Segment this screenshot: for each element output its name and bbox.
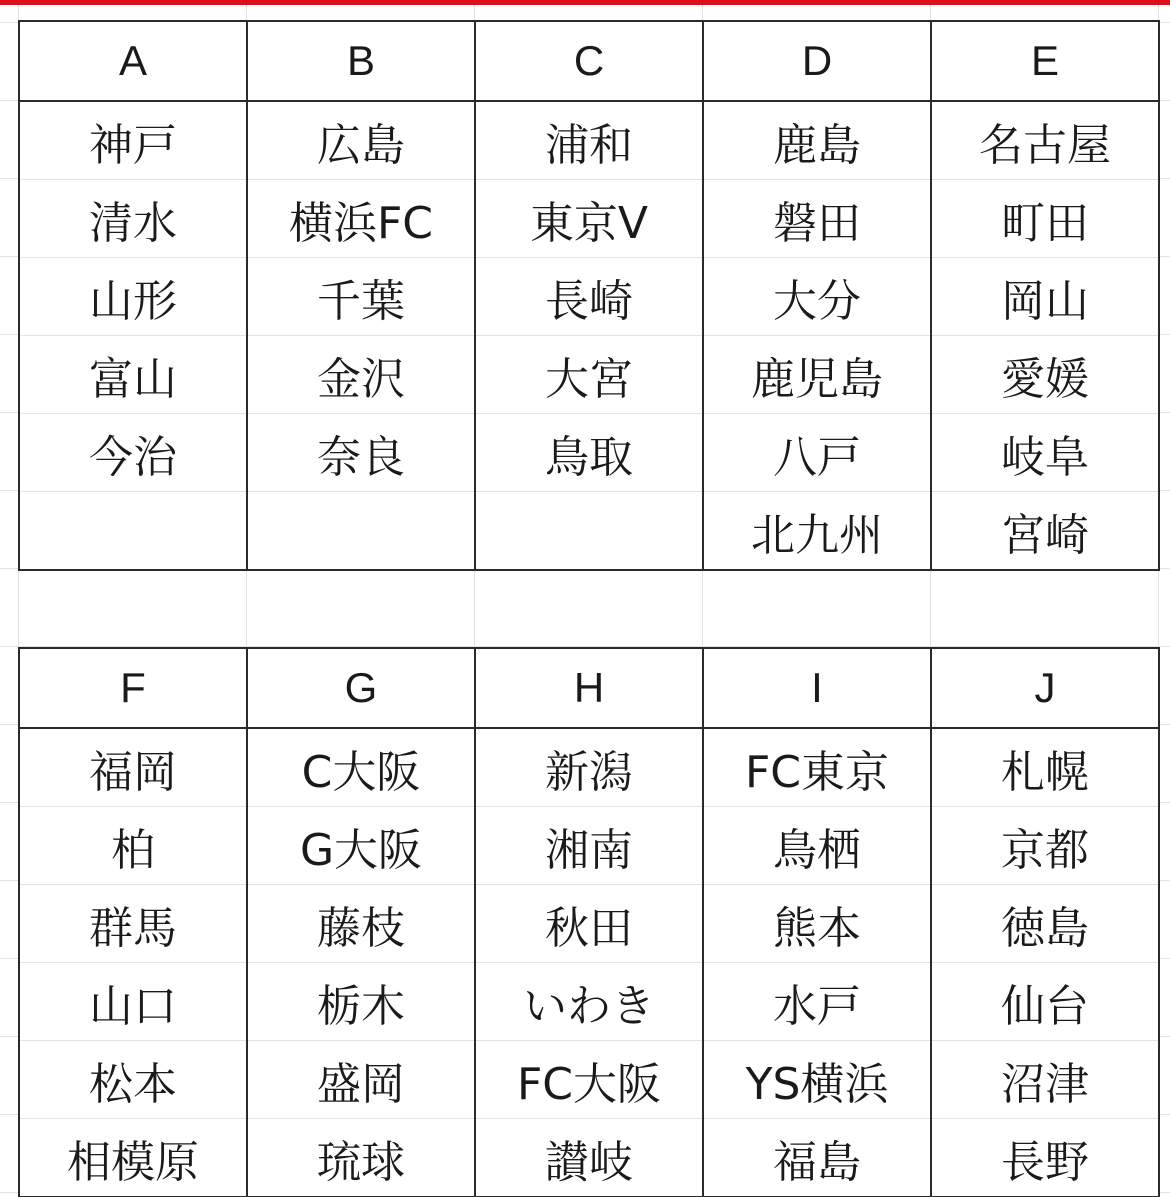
team-cell[interactable]: 藤枝 [247, 885, 475, 963]
team-cell[interactable]: 鳥取 [475, 414, 703, 492]
team-cell[interactable]: G大阪 [247, 807, 475, 885]
team-cell[interactable]: 今治 [19, 414, 247, 492]
group-header-c: C [475, 21, 703, 101]
team-cell[interactable]: 栃木 [247, 963, 475, 1041]
team-cell[interactable]: FC大阪 [475, 1041, 703, 1119]
table-row [19, 414, 1159, 492]
group-header-f: F [19, 648, 247, 728]
team-cell[interactable]: 奈良 [247, 414, 475, 492]
team-cell[interactable]: 沼津 [931, 1041, 1159, 1119]
group-header-e: E [931, 21, 1159, 101]
team-cell[interactable]: 盛岡 [247, 1041, 475, 1119]
team-cell[interactable]: FC東京 [703, 728, 931, 807]
table-row [19, 885, 1159, 963]
table-row [19, 336, 1159, 414]
team-cell[interactable]: 千葉 [247, 258, 475, 336]
team-cell[interactable]: 水戸 [703, 963, 931, 1041]
group-header-g: G [247, 648, 475, 728]
team-cell[interactable]: 熊本 [703, 885, 931, 963]
group-header-j: J [931, 648, 1159, 728]
team-cell[interactable]: 山形 [19, 258, 247, 336]
team-cell[interactable]: 東京V [475, 180, 703, 258]
team-cell[interactable]: 愛媛 [931, 336, 1159, 414]
team-cell[interactable]: 札幌 [931, 728, 1159, 807]
team-cell[interactable]: 横浜FC [247, 180, 475, 258]
table-row [19, 728, 1159, 807]
team-cell[interactable]: 八戸 [703, 414, 931, 492]
team-cell[interactable]: 鹿島 [703, 101, 931, 180]
team-cell[interactable]: 長野 [931, 1119, 1159, 1197]
team-cell[interactable]: いわき [475, 963, 703, 1041]
team-cell[interactable]: 岐阜 [931, 414, 1159, 492]
team-cell[interactable]: 宮崎 [931, 492, 1159, 571]
team-cell[interactable]: 大宮 [475, 336, 703, 414]
team-cell[interactable]: 秋田 [475, 885, 703, 963]
table-row [19, 963, 1159, 1041]
group-header-d: D [703, 21, 931, 101]
team-cell[interactable]: 湘南 [475, 807, 703, 885]
table-row [19, 807, 1159, 885]
group-header-i: I [703, 648, 931, 728]
header-row [19, 648, 1159, 728]
team-cell[interactable]: 琉球 [247, 1119, 475, 1197]
team-cell[interactable]: 福島 [703, 1119, 931, 1197]
team-cell[interactable]: 町田 [931, 180, 1159, 258]
team-cell[interactable]: 仙台 [931, 963, 1159, 1041]
team-cell[interactable]: 松本 [19, 1041, 247, 1119]
team-cell[interactable]: 長崎 [475, 258, 703, 336]
team-cell[interactable]: 山口 [19, 963, 247, 1041]
team-cell[interactable] [247, 492, 475, 571]
team-cell[interactable]: 京都 [931, 807, 1159, 885]
team-cell[interactable]: 広島 [247, 101, 475, 180]
table-row [19, 180, 1159, 258]
group-header-a: A [19, 21, 247, 101]
team-cell[interactable]: C大阪 [247, 728, 475, 807]
table-row [19, 492, 1159, 571]
group-table-bottom [18, 647, 1160, 1197]
team-cell[interactable]: 相模原 [19, 1119, 247, 1197]
team-cell[interactable]: 金沢 [247, 336, 475, 414]
group-header-b: B [247, 21, 475, 101]
team-cell[interactable]: 浦和 [475, 101, 703, 180]
table-row [19, 1041, 1159, 1119]
team-cell[interactable]: YS横浜 [703, 1041, 931, 1119]
team-cell[interactable]: 鹿児島 [703, 336, 931, 414]
team-cell[interactable]: 讃岐 [475, 1119, 703, 1197]
team-cell[interactable] [19, 492, 247, 571]
group-header-h: H [475, 648, 703, 728]
team-cell[interactable]: 大分 [703, 258, 931, 336]
team-cell[interactable]: 新潟 [475, 728, 703, 807]
table-row [19, 101, 1159, 180]
top-accent-bar [0, 0, 1170, 5]
team-cell[interactable]: 柏 [19, 807, 247, 885]
team-cell[interactable]: 磐田 [703, 180, 931, 258]
team-cell[interactable]: 岡山 [931, 258, 1159, 336]
team-cell[interactable]: 鳥栖 [703, 807, 931, 885]
table-row [19, 1119, 1159, 1197]
table-row [19, 258, 1159, 336]
team-cell[interactable]: 群馬 [19, 885, 247, 963]
header-row [19, 21, 1159, 101]
team-cell[interactable]: 富山 [19, 336, 247, 414]
team-cell[interactable]: 神戸 [19, 101, 247, 180]
team-cell[interactable]: 名古屋 [931, 101, 1159, 180]
team-cell[interactable]: 北九州 [703, 492, 931, 571]
group-table-top [18, 20, 1160, 571]
team-cell[interactable]: 徳島 [931, 885, 1159, 963]
team-cell[interactable]: 清水 [19, 180, 247, 258]
team-cell[interactable] [475, 492, 703, 571]
team-cell[interactable]: 福岡 [19, 728, 247, 807]
